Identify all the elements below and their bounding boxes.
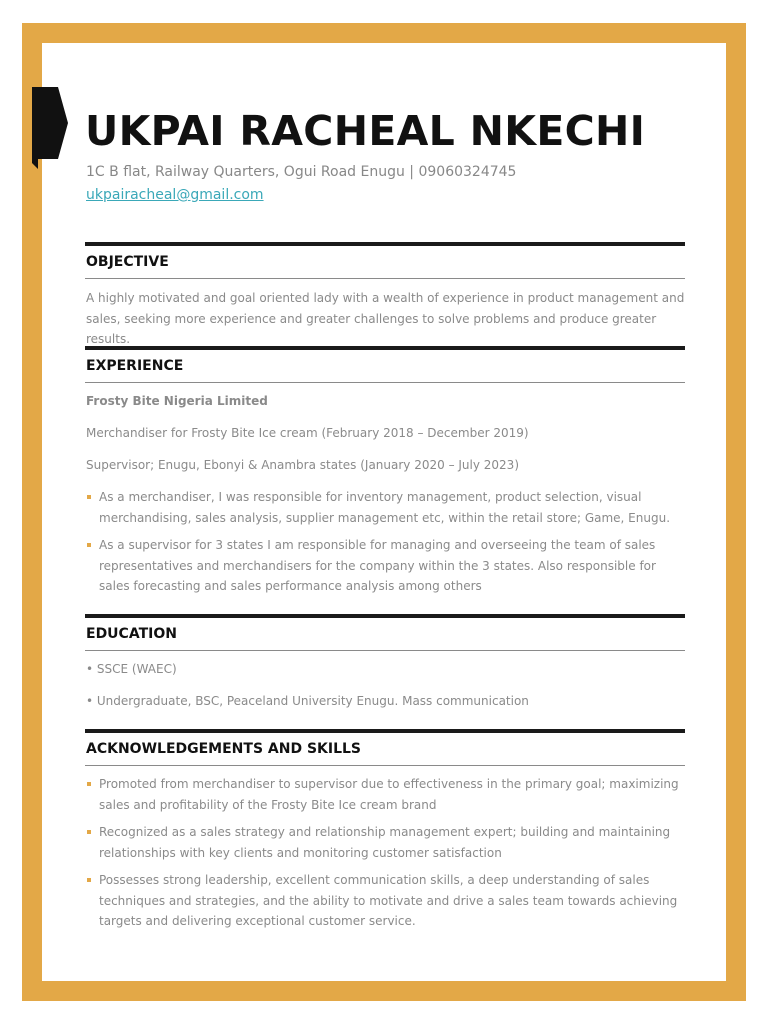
bullet-text: Possesses strong leadership, excellent communication skills, a deep understanding of sales techniques and strategies, and the ability to motivate and drive a sales team towards achieving targets and delivering exceptional customer service. (99, 873, 678, 928)
section-rule-thin (85, 278, 685, 279)
section-title-experience: EXPERIENCE (86, 358, 184, 374)
section-title-education: EDUCATION (86, 626, 177, 642)
objective-section-header (85, 242, 685, 279)
list-item (86, 774, 686, 815)
applicant-name: UKPAI RACHEAL NKECHI (85, 107, 646, 155)
section-rule-thin (85, 765, 685, 766)
skills-section-header (85, 729, 685, 766)
section-title-objective: OBJECTIVE (86, 254, 169, 270)
education-item: • SSCE (WAEC) (86, 662, 177, 676)
section-title-skills: ACKNOWLEDGEMENTS AND SKILLS (86, 741, 362, 757)
square-bullet-icon (87, 543, 91, 547)
list-item (86, 822, 686, 863)
bullet-text: Promoted from merchandiser to supervisor due to effectiveness in the primary goal; maximizing sales and profitability of the Frosty Bite Ice cream brand (99, 777, 679, 812)
skills-bullets (86, 774, 686, 932)
bullet-text: Recognized as a sales strategy and relationship management expert; building and maintaining relationships with key clients and monitoring customer satisfaction (99, 825, 671, 860)
education-item: • Undergraduate, BSC, Peaceland University Enugu. Mass communication (86, 694, 529, 708)
list-item (86, 487, 686, 528)
section-rule-thin (85, 650, 685, 651)
bullet-text: As a merchandiser, I was responsible for inventory management, product selection, visual merchandising, sales analysis, supplier management etc, within the retail store; Game, Enugu. (99, 490, 671, 525)
section-rule-thin (85, 382, 685, 383)
bullet-text: As a supervisor for 3 states I am responsible for managing and overseeing the team of sales representatives and merchandisers for the company within the 3 states. Also responsible for sales forecasting and sales performance analysis among others (99, 538, 656, 593)
company-name: Frosty Bite Nigeria Limited (86, 394, 268, 408)
header-tab-marker (32, 87, 68, 169)
role-supervisor: Supervisor; Enugu, Ebonyi & Anambra states (January 2020 – July 2023) (86, 458, 520, 472)
email-link[interactable]: ukpairacheal@gmail.com (86, 187, 264, 203)
square-bullet-icon (87, 782, 91, 786)
education-section-header (85, 614, 685, 651)
contact-address-phone: 1C B flat, Railway Quarters, Ogui Road Enugu | 09060324745 (86, 164, 517, 180)
role-merchandiser: Merchandiser for Frosty Bite Ice cream (February 2018 – December 2019) (86, 426, 529, 440)
objective-text: A highly motivated and goal oriented lady with a wealth of experience in product management and sales, seeking more experience and greater challenges to solve problems and produce greater results. (86, 291, 685, 346)
resume-page (42, 43, 726, 981)
square-bullet-icon (87, 878, 91, 882)
list-item (86, 535, 686, 597)
list-item (86, 870, 686, 932)
experience-bullets (86, 487, 686, 597)
experience-section-header (85, 346, 685, 383)
resume-border-frame (22, 23, 746, 1001)
square-bullet-icon (87, 495, 91, 499)
square-bullet-icon (87, 830, 91, 834)
